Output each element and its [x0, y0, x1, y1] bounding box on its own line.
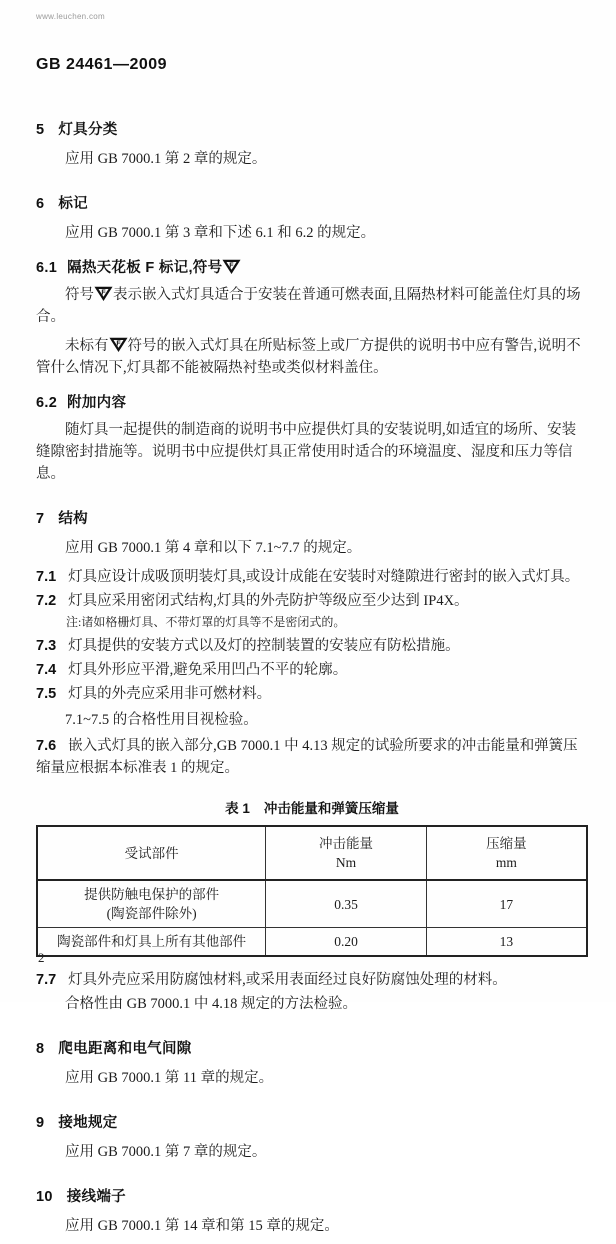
cell-impact: 0.35 — [266, 880, 426, 928]
text-run: 符号 — [65, 287, 94, 303]
clause-number: 7.6 — [36, 738, 57, 754]
table-1-caption — [36, 797, 588, 817]
section-title: 结构 — [58, 511, 88, 527]
site-watermark: www.leuchen.com — [36, 12, 105, 21]
section-6-paragraph: 应用 GB 7000.1 第 3 章和下述 6.1 和 6.2 的规定。 — [65, 225, 376, 241]
section-number: 6 — [36, 196, 45, 212]
clause-text: 灯具的外壳应采用非可燃材料。 — [68, 686, 272, 702]
section-number: 8 — [36, 1041, 45, 1057]
clause-text: 嵌入式灯具的嵌入部分,GB 7000.1 中 4.13 规定的试验所要求的冲击能量和弹簧压缩量应根据本标准表 1 的规定。 — [36, 738, 578, 776]
section-title: 接地规定 — [58, 1115, 118, 1131]
clause-7-7-conformity: 合格性由 GB 7000.1 中 4.18 规定的方法检验。 — [65, 996, 358, 1012]
section-title: 附加内容 — [67, 395, 127, 411]
clause-7-7 — [36, 969, 588, 991]
section-number: 5 — [36, 122, 45, 138]
clause-number: 7.2 — [36, 593, 57, 609]
section-number: 6.1 — [36, 260, 58, 276]
section-9-heading — [36, 1111, 588, 1132]
section-5-paragraph: 应用 GB 7000.1 第 2 章的规定。 — [65, 151, 267, 167]
clause-text: 灯具外壳应采用防腐蚀材料,或采用表面经过良好防腐蚀处理的材料。 — [68, 972, 507, 988]
clause-number: 7.1 — [36, 569, 57, 585]
column-header-part: 受试部件 — [37, 826, 266, 880]
section-7-heading — [36, 507, 588, 528]
table-header-row — [37, 826, 587, 880]
standard-number: GB 24461—2009 — [36, 56, 168, 73]
table-row — [37, 928, 587, 957]
section-6-1-paragraph-2 — [36, 335, 588, 379]
table-row — [37, 880, 587, 928]
clause-7-1 — [36, 566, 588, 588]
cell-compression: 17 — [426, 880, 587, 928]
section-7-paragraph: 应用 GB 7000.1 第 4 章和以下 7.1~7.7 的规定。 — [65, 540, 362, 556]
section-5-heading — [36, 118, 588, 139]
clause-7-3 — [36, 635, 588, 657]
clause-number: 7.7 — [36, 972, 57, 988]
cell-compression: 13 — [426, 928, 587, 957]
clauses-7-1-to-7-5-conformity: 7.1~7.5 的合格性用目视检验。 — [65, 712, 258, 728]
column-header-compression: 压缩量 mm — [426, 826, 587, 880]
clause-number: 7.5 — [36, 686, 57, 702]
table-title: 冲击能量和弹簧压缩量 — [263, 801, 399, 816]
section-8-heading — [36, 1037, 588, 1058]
f-mark-icon — [95, 286, 112, 301]
clause-number: 7.3 — [36, 638, 57, 654]
section-8-paragraph: 应用 GB 7000.1 第 11 章的规定。 — [65, 1070, 274, 1086]
page-number: 2 — [38, 950, 45, 965]
document-body — [36, 96, 588, 1244]
section-9-paragraph: 应用 GB 7000.1 第 7 章的规定。 — [65, 1144, 267, 1160]
column-header-impact-energy: 冲击能量 Nm — [266, 826, 426, 880]
text-run: 未标有 — [65, 338, 109, 354]
text-run: 表示嵌入式灯具适合于安装在普通可燃表面,且隔热材料可能盖住灯具的场合。 — [36, 287, 581, 325]
svg-text:F: F — [229, 261, 235, 270]
section-title: 爬电距离和电气间隙 — [58, 1041, 192, 1057]
cell-impact: 0.20 — [266, 928, 426, 957]
section-10-heading — [36, 1185, 588, 1206]
f-mark-icon — [110, 337, 127, 352]
section-title: 隔热天花板 F 标记,符号 — [67, 260, 223, 276]
clause-text: 灯具应采用密闭式结构,灯具的外壳防护等级应至少达到 IP4X。 — [68, 593, 469, 609]
cell-part: 提供防触电保护的部件 (陶瓷部件除外) — [37, 880, 266, 928]
svg-text:F: F — [101, 288, 106, 297]
section-6-1-paragraph-1 — [36, 284, 588, 328]
clause-text: 灯具应设计成吸顶明装灯具,或设计成能在安装时对缝隙进行密封的嵌入式灯具。 — [68, 569, 580, 585]
section-title: 接线端子 — [66, 1189, 126, 1205]
clause-7-2-note: 注:诸如格栅灯具、不带灯罩的灯具等不是密闭式的。 — [66, 615, 346, 629]
table-1 — [36, 825, 588, 957]
section-number: 6.2 — [36, 395, 58, 411]
section-6-1-heading — [36, 256, 588, 277]
section-6-heading — [36, 192, 588, 213]
clause-number: 7.4 — [36, 662, 57, 678]
section-10-paragraph: 应用 GB 7000.1 第 14 章和第 15 章的规定。 — [65, 1218, 339, 1234]
f-mark-icon — [223, 259, 240, 274]
clause-text: 灯具外形应平滑,避免采用凹凸不平的轮廓。 — [68, 662, 348, 678]
section-title: 灯具分类 — [58, 122, 118, 138]
clause-7-6 — [36, 735, 588, 779]
section-number: 10 — [36, 1189, 53, 1205]
clause-7-2 — [36, 590, 588, 612]
section-number: 7 — [36, 511, 45, 527]
clause-text: 灯具提供的安装方式以及灯的控制装置的安装应有防松措施。 — [68, 638, 460, 654]
svg-text:F: F — [115, 339, 121, 348]
section-title: 标记 — [58, 196, 88, 212]
section-6-2-paragraph: 随灯具一起提供的制造商的说明书中应提供灯具的安装说明,如适宜的场所、安装缝隙密封措施等。说明书中应提供灯具正常使用时适合的环境温度、湿度和压力等信息。 — [36, 422, 577, 482]
text-run: 符号的嵌入式灯具在所贴标签上或厂方提供的说明书中应有警告,说明不管什么情况下,灯具都不能被隔热衬垫或类似材料盖住。 — [36, 338, 581, 376]
section-6-2-heading — [36, 391, 588, 412]
cell-part: 陶瓷部件和灯具上所有其他部件 — [37, 928, 266, 957]
table-label: 表 1 — [225, 801, 250, 816]
section-number: 9 — [36, 1115, 45, 1131]
clause-7-4 — [36, 659, 588, 681]
clause-7-5 — [36, 683, 588, 705]
